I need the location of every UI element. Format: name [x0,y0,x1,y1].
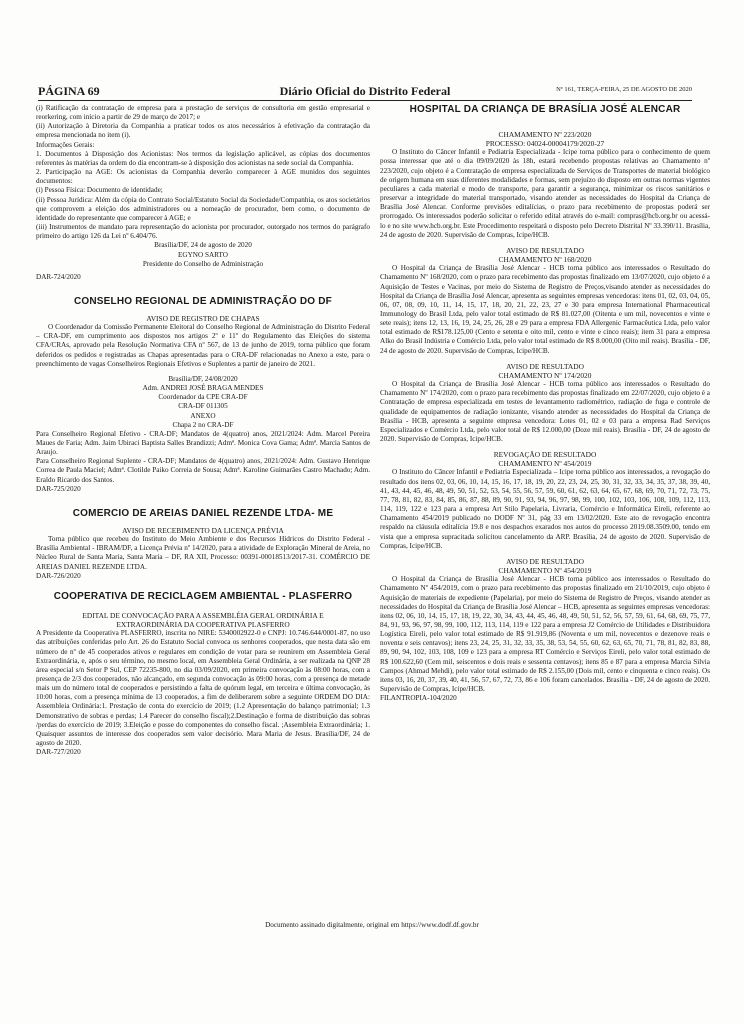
process-number: PROCESSO: 04024-00004179/2020-27 [485,139,605,149]
paragraph: Para Conselheiro Regional Suplente - CRA-DF; Mandatos de 4(quatro) anos, 2021/2024: Adm. Gustavo Henrique Correa de Paula Maciel; Admª. Clotilde Paiko Correia de Sousa; Admª. Karoline Guimarães Castro Machado; Adm. Eraldo Ricardo dos Santos. [36,457,370,484]
page-number: PÁGINA 69 [38,84,100,98]
paragraph: (ii) Pessoa Jurídica: Além da cópia do Contrato Social/Estatuto Social da Sociedade/Companhia, os atos societários que comprovem a eleição dos administradores ou a nomeação de procurador, bem como, o documento de identidade do representante que comparecer à AGE; e [36,195,370,222]
signature-name: EGYNO SARTO [178,250,228,259]
paragraph: 1. Documentos à Disposição dos Acionistas: Nos termos da legislação aplicável, as cópias dos documentos referentes às matérias da ordem do dia encontram-se à disposição dos acionistas na sede social da Companhia. [36,149,370,167]
paragraph: O Hospital da Criança de Brasília José Alencar - HCB torna público aos interessados o Resultado do Chamamento Nº 454/2019, com o prazo para recebimento das propostas finalizado em 21/10/2019, cujo objeto é Aquisição de materiais de expediente (Papelaria), por meio do Sistema de Registro de Preços, visando atender as necessidades do Hospital da Criança de Brasília José Alencar – HCB, apresenta as seguintes empresas vencedoras: itens 02, 06, 10, 14, 15, 17, 18, 19, 22, 30, 34, 43, 44, 45, 46, 48, 49, 50, 51, 52, 56, 57, 59, 61, 64, 68, 69, 75, 77, 84, 91, 93, 96, 97, 98, 99, 100, 112, 113, 114, 119 e 122 para a empresa J2 Comércio de Utilidades e Distribuidora Logística Eireli, pelo valor total estimado de R$ 91.919,86 (Noventa e um mil, novecentos e dezenove reais e noventa e seis centavos); itens 23, 24, 25, 31, 32, 33, 35, 38, 53, 54, 55, 60, 62, 63, 65, 70, 71, 78, 81, 82, 83, 88, 89, 90, 94, 102, 103, 108, 109 e 123 para a empresa RT Comércio e Serviços Eireli, pelo valor total estimado de R$ 100.622,60 (Cem mil, seiscentos e dois reais e sessenta centavos); itens 85 e 87 para a empresa Marcia Silvia Campos (Ahmad Mehdi), pelo valor total estimado de R$ 2.155,00 (Dois mil, cento e cinquenta e cinco reais). Os itens 03, 16, 20, 37, 39, 40, 41, 56, 57, 67, 72, 73, 86 e 106 foram cancelados. Brasília - DF, 24 de agosto de 2020. Supervisão de Compras, Icipe/HCB. [380,575,710,694]
section-subtitle: EXTRAORDINÁRIA DA COOPERATIVA PLASFERRO [116,620,290,630]
signature-role: Presidente do Conselho de Administração [142,259,264,268]
paragraph: O Hospital da Criança de Brasília José Alencar - HCB torna público aos interessados o Resultado do Chamamento Nº 174/2020, com o prazo para recebimento das propostas finalizado em 22/07/2020, cujo objeto é a Contratação de empresa especializada em testes de levantamento radiométrico, radiação de fuga e controle de qualidade de equipamentos de radiação ionizante, visando atender as necessidades do Hospital da Criança de Brasília - HCB, apresenta a seguinte empresa vencedora: Lotes 01, 02 e 03 para a empresa Rad Serviços Especializados e Comércio Ltda, pelo valor total de R$ 12.000,00 (Doze mil reais). Brasília - DF, 24 de agosto de 2020. Supervisão de Compras, Icipe/HCB. [380,380,710,443]
paragraph: O Coordenador da Comissão Permanente Eleitoral do Conselho Regional de Administração do Distrito Federal – CRA-DF, em cumprimento aos dispostos nos artigos 2º e 11º do Regulamento das Eleições do sistema CFA/CRAs, aprovado pela Resolução Normativa CFA nº 567, de 13 de junho de 2019, torna público que foram deferidos os pedidos e registradas as Chapas apresentadas para o CRA-DF relacionadas no Anexo a este, para o preenchimento de vagas Conselheiros Regionais Efetivos e Suplentes a partir de janeiro de 2021. [36,323,370,368]
paragraph: O Hospital da Criança de Brasília José Alencar - HCB torna público aos interessados o Resultado do Chamamento Nº 168/2020, com o prazo para recebimento das propostas finalizado em 13/07/2020, cujo objeto é a Aquisição de Testes e Vacinas, por meio do Sistema de Registro de Preços,visando atender as necessidades do Hospital da Criança de Brasília José Alencar, apresenta as seguintes empresas vencedoras: itens 01, 02, 03, 04, 05, 06, 07, 08, 09, 10, 11, 14, 15, 17, 18, 20, 21, 22, 23, 27 e 30 para empresa International Pharmaceutical Immunology do Brasil Ltda, pelo valor total estimado de R$ 81.027,00 (Oitenta e um mil, novecentos e vinte e sete reais); itens 12, 13, 16, 19, 24, 25, 26, 28 e 29 para a empresa FDA Allergenic Farmacêutica Ltda, pelo valor total estimado de R$178.125,00 (Cento e setenta e oito mil, cento e vinte e cinco reais); item 31 para a empresa Alko do Brasil Indústria e Comércio Ltda, pelo valor total estimado de R$ 8.000,00 (Oito mil reais). Brasília - DF, 24 de agosto de 2020. Supervisão de Compras, Icipe/HCB. [380,264,710,355]
edition-date: Nº 161, TERÇA-FEIRA, 25 DE AGOSTO DE 2020 [556,86,692,93]
section-subtitle: CHAMAMENTO Nº 454/2019 [498,459,592,469]
section-subtitle: AVISO DE RESULTADO [506,361,584,371]
dar-number: DAR-726/2020 [36,571,81,580]
paragraph: 2. Participação na AGE: Os acionistas da Companhia deverão comparecer à AGE munidos dos seguintes documentos: [36,168,370,186]
signature-date: Brasília/DF, 24/08/2020 [168,374,238,383]
gazette-title: Diário Oficial do Distrito Federal [279,84,451,98]
section-subtitle: REVOGAÇÃO DE RESULTADO [493,450,597,460]
paragraph: Para Conselheiro Regional Efetivo - CRA-DF; Mandatos de 4(quatro) anos, 2021/2024: Adm. Marcel Pereira Maues de Faria; Adm. Jaim Ubiraci Baptista Salles Brandizzi; Admª. Monica Cova Gama; Admª. Marcia Santos de Araujo. [36,429,370,457]
paragraph: Informações Gerais: [36,140,95,149]
section-heading: HOSPITAL DA CRIANÇA DE BRASÍLIA JOSÉ ALENCAR [409,104,681,115]
section-heading: CONSELHO REGIONAL DE ADMINISTRAÇÃO DO DF [73,295,332,307]
signature-role: Coordenador da CPE CRA-DF [158,393,248,402]
registration-number: CRA-DF 011305 [178,402,228,411]
section-subtitle: AVISO DE RECEBIMENTO DA LICENÇA PRÉVIA [122,525,284,535]
section-subtitle: CHAMAMENTO Nº 174/2020 [498,370,592,380]
section-subtitle: CHAMAMENTO Nº 223/2020 [498,130,592,139]
signature-date: Brasília/DF, 24 de agosto de 2020 [154,241,252,250]
section-heading: COMERCIO DE AREIAS DANIEL REZENDE LTDA- ME [72,507,334,519]
section-subtitle: AVISO DE RESULTADO [506,245,584,255]
paragraph: A Presidente da Cooperativa PLASFERRO, inscrita no NIRE: 5340002922-0 e CNPJ: 10.746.644/0001-87, no uso das atribuições conferidas pelo Art. 26 do Estatuto Social convoca os senhores cooperados, que nesta data são em número de nº de 45 cooperados ativos e regulares em condição de votar para se reunirem em Assembleia Geral Extraordinária, e, após o seu término, no mesmo local, em Assembleia Geral Ordinária, a ser realizada na QNP 28 área especial s/n Setor P Sul, CEP 72235-800, no dia 03/09/2020, em primeira convocação às 08:00 horas, com a presença de 2/3 dos cooperados, não alcançado, em segunda convocação às 09:00 horas, com a presença de metade mais um do número total de cooperados e persistindo a falta de quórum legal, em terceira e última convocação, às 10:00 horas, com a presença mínima de 13 cooperados, a fim de deliberarem sobre a seguinte ORDEM DO DIA: Assembleia Ordinária:1. Prestação de conta do exercício de 2019; (1.2 Apresentação do balanço patrimonial; 1.3 Demonstrativo de sobras e perdas; 1.4 Parecer do conselho fiscal);2.Destinação e forma de distribuição das sobras /perdas do exercício de 2019; 3.Eleição e posse do componentes do conselho fiscal. ;Assembleia Extraordinária; 1. Quaisquer assuntos de interesse dos cooperados sem valor decisório. Mara Maria de Jesus. Brasília/DF, 24 de agosto de 2020. [36,629,370,748]
annex-label: ANEXO [190,411,216,420]
paragraph: (i) Ratificação da contratação de empresa para a prestação de serviços de consultoria em gestão empresarial e reorkering, com início a partir de 29 de março de 2017; e [36,104,370,122]
right-column [380,104,710,703]
dar-number: DAR-727/2020 [36,748,81,757]
filantropia-number: FILANTROPIA-104/2020 [380,694,457,703]
section-subtitle: EDITAL DE CONVOCAÇÃO PARA A ASSEMBLÉIA GERAL ORDINÁRIA E [82,610,324,620]
footer-note: Documento assinado digitalmente, original em https://www.dodf.df.gov.br [265,921,479,929]
signature-name: Adm. ANDREI JOSÉ BRAGA MENDES [142,384,264,393]
paragraph: (ii) Autorização à Diretoria da Companhia a praticar todos os atos necessários à efetivação da contratação da empresa mencionada no item (i). [36,122,370,140]
left-column [36,104,370,757]
paragraph: O Instituto do Câncer Infantil e Pediatria Especializada - Icipe torna público para o conhecimento de quem possa interessar que até o dia 09/09/2020 às 18h, estará recebendo propostas relativas ao Chamamento nº 223/2020, cujo objeto é a Contratação de empresa especializada de Serviços de Transportes de material biológico de origem humana em suas diferentes modalidades e formas, sem prejuízo do disposto em outras normas vigentes peculiares a cada material e modo de transporte, para garantir a segurança, minimizar os riscos sanitários e preservar a integridade do material transportado, visando atender as necessidades do Hospital da Criança de Brasília José Alencar. Conforme previsões editalícias, o prazo para recebimento de propostas poderá ser prorrogado. Os interessados poderão solicitar o referido edital através do e-mail: compras@hcb.org.br ou acessá-lo e no site www.hcb.org.br. Este Procedimento respeitará o disposto pelo Decreto Distrital Nº 33.390/11. Brasília, 24 de agosto de 2020. Supervisão de Compras, Icipe/HCB. [380,148,710,239]
section-subtitle: AVISO DE REGISTRO DE CHAPAS [146,313,260,323]
paragraph: (i) Pessoa Física: Documento de identidade; [36,186,163,195]
section-heading: COOPERATIVA DE RECICLAGEM AMBIENTAL - PLASFERRO [53,590,353,602]
section-subtitle: AVISO DE RESULTADO [506,556,584,566]
section-subtitle: CHAMAMENTO Nº 454/2019 [498,566,592,576]
dar-number: DAR-724/2020 [36,272,81,281]
paragraph: O Instituto do Câncer Infantil e Pediatria Especializada – Icipe torna público aos interessados, a revogação do resultado dos itens 02, 03, 06, 10, 14, 15, 16, 17, 18, 19, 20, 22, 23, 24, 25, 30, 31, 32, 33, 34, 35, 37, 38, 39, 40, 41, 43, 44, 45, 46, 48, 49, 50, 51, 52, 53, 54, 55, 56, 57, 59, 60, 61, 62, 63, 64, 65, 67, 68, 69, 70, 71, 72, 73, 75, 77, 78, 81, 82, 83, 84, 85, 86, 87, 88, 89, 90, 91, 93, 94, 96, 97, 98, 99, 100, 102, 103, 106, 108, 109, 112, 113, 114, 119, 122 e 123 para a empresa Art Stilo Papelaria, Livraria, Comércio e Informática Eireli, referente ao Chamamento 454/2019 publicado no DODF Nº 31, pág 33 em 13/02/2020. Este ato de revogação encontra respaldo na cláusula editalícia 19.8 e nos despachos exarados nos autos do processo 2019.08.3509.00, tendo em vista que a empresa supracitada solicitou cancelamento da ARP. Brasília, 24 de agosto de 2020. Supervisão de Compras, Icipe/HCB. [380,468,710,550]
page-header [38,84,692,101]
paragraph: Torna público que recebeu do Instituto do Meio Ambiente e dos Recursos Hídricos do Distrito Federal - Brasília Ambiental - IBRAM/DF, a Licença Prévia nº 14/2020, para a atividade de Exploração Mineral de Areia, no Núcleo Rural de Santa Maria, Santa Maria – DF, RA XII, Processo: 00391-00018513/2017-31. COMÉRCIO DE AREIAS DANIEL REZENDE LTDA. [36,535,370,571]
section-subtitle: CHAMAMENTO Nº 168/2020 [498,255,592,265]
dar-number: DAR-725/2020 [36,484,81,493]
paragraph: (iii) Instrumentos de mandato para representação do acionista por procurador, outorgado nos termos do parágrafo primeiro do artigo 126 da Lei nº 6.404/76. [36,223,370,241]
chapa-label: Chapa 2 no CRA-DF [172,420,234,429]
